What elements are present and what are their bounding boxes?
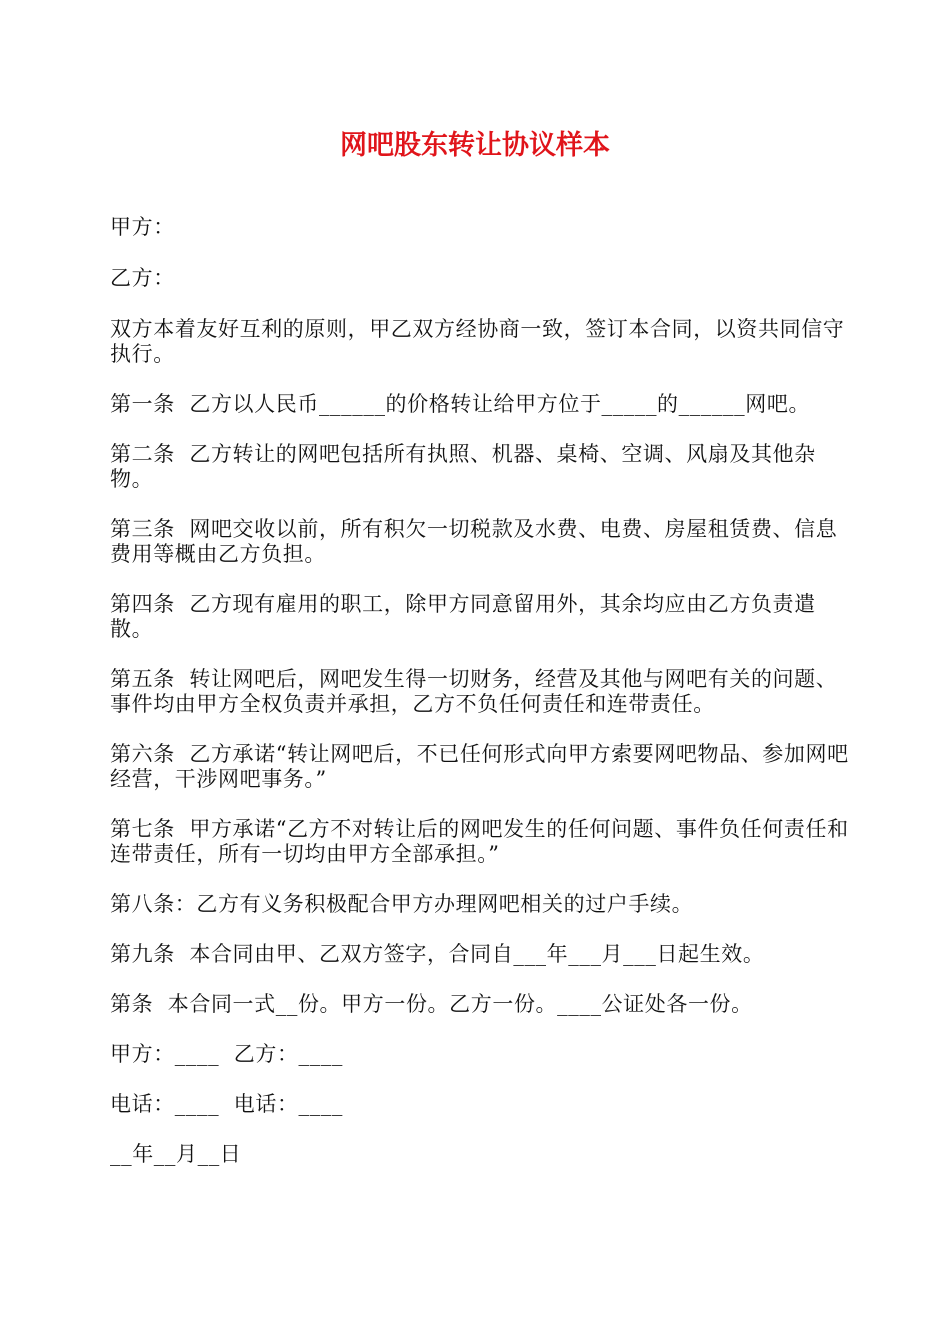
article-8: 第八条：乙方有义务积极配合甲方办理网吧相关的过户手续。 xyxy=(110,892,694,916)
party-a-line: 甲方： xyxy=(110,215,175,239)
article-10: 第条 本合同一式__份。甲方一份。乙方一份。____公证处各一份。 xyxy=(110,992,753,1016)
article-3: 第三条 网吧交收以前，所有积欠一切税款及水费、电费、房屋租赁费、信息费用等概由乙方负担。 xyxy=(110,517,838,566)
article-7: 第七条 甲方承诺“乙方不对转让后的网吧发生的任何问题、事件负任何责任和连带责任，所有一切均由甲方全部承担。” xyxy=(110,817,849,866)
date-line: __年__月__日 xyxy=(110,1142,242,1166)
document-body xyxy=(110,215,855,1192)
article-4: 第四条 乙方现有雇用的职工，除甲方同意留用外，其余均应由乙方负责遣散。 xyxy=(110,592,816,641)
article-5: 第五条 转让网吧后，网吧发生得一切财务，经营及其他与网吧有关的问题、事件均由甲方全权负责并承担，乙方不负任何责任和连带责任。 xyxy=(110,667,838,716)
preamble-paragraph: 双方本着友好互利的原则，甲乙双方经协商一致，签订本合同，以资共同信守执行。 xyxy=(110,317,845,366)
article-2: 第二条 乙方转让的网吧包括所有执照、机器、桌椅、空调、风扇及其他杂物。 xyxy=(110,442,816,491)
signature-line: 甲方：____ 乙方：____ xyxy=(110,1042,343,1066)
document-title: 网吧股东转让协议样本 xyxy=(340,130,610,161)
phone-line: 电话：____ 电话：____ xyxy=(110,1092,343,1116)
party-b-line: 乙方： xyxy=(110,266,175,290)
article-9: 第九条 本合同由甲、乙双方签字，合同自___年___月___日起生效。 xyxy=(110,942,765,966)
article-1: 第一条 乙方以人民币______的价格转让给甲方位于_____的______网吧。 xyxy=(110,392,811,416)
article-6: 第六条 乙方承诺“转让网吧后，不已任何形式向甲方索要网吧物品、参加网吧经营，干涉网吧事务。” xyxy=(110,742,849,791)
